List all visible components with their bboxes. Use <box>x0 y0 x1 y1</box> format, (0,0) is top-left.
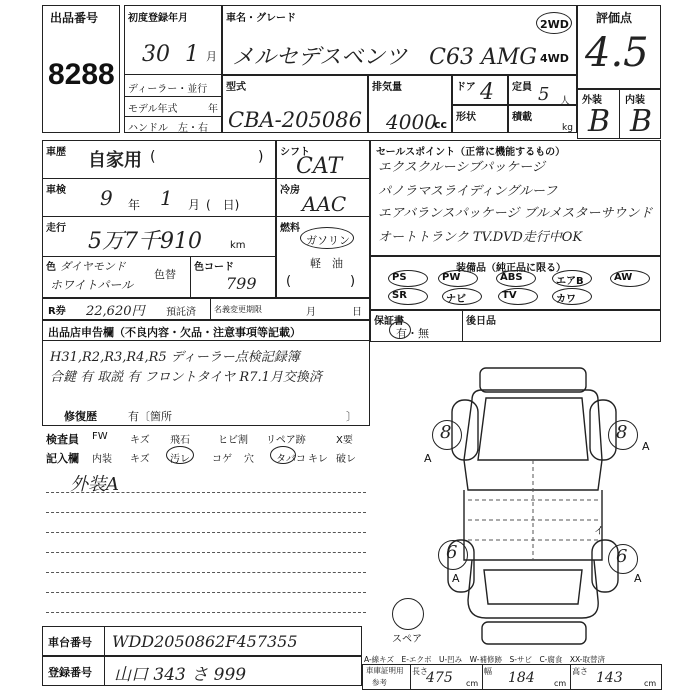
note-rule <box>46 612 366 613</box>
inspector-cell: キズ <box>130 435 150 446</box>
equipment-item: カワ <box>556 294 576 305</box>
model-type-label: 型式 <box>226 82 246 93</box>
recycle-day: 日 <box>352 307 362 318</box>
inspection-m: 月 <box>188 198 201 212</box>
entry-cell: タバコ <box>276 454 306 465</box>
spare-circle <box>392 598 424 630</box>
lot-label: 出品番号 <box>50 11 99 25</box>
displacement-unit: cc <box>434 118 448 131</box>
equipment-item: PS <box>392 272 407 283</box>
capacity-value: 5 <box>538 84 550 105</box>
color-label: 色 <box>46 262 56 273</box>
history-value: 自家用 <box>88 150 142 171</box>
recycle-value: 22,620円 <box>86 304 145 319</box>
damage-mark-rl: 6 <box>446 542 458 563</box>
fuel-paren-close: ) <box>350 274 356 289</box>
shift-label: シフト <box>280 147 310 158</box>
color-value-2: ホワイトパール <box>50 278 134 292</box>
note-rule <box>46 572 366 573</box>
recycle-name-change: 名義変更期限 <box>214 305 262 314</box>
interior-value: B <box>630 104 653 139</box>
entry-cell: キズ <box>130 454 150 465</box>
history-paren-close: ) <box>258 149 264 165</box>
damage-mark-rl-type: A <box>452 572 460 585</box>
report-line-1: H31,R2,R3,R4,R5 ディーラー点検記録簿 <box>50 350 300 365</box>
damage-mark-fl: 8 <box>440 422 452 443</box>
inspector-cell: X要 <box>336 435 353 446</box>
model-year-label: モデル年式 <box>128 104 178 115</box>
interior-label: 内装 <box>625 95 645 106</box>
payload-label: 積載 <box>512 112 532 123</box>
inspection-paren: ( 日) <box>206 198 240 212</box>
car-diagram <box>412 360 660 650</box>
fuel-gasoline: ガソリン <box>306 234 350 247</box>
equipment-item: PW <box>442 272 461 283</box>
after-market-label: 後日品 <box>466 316 496 327</box>
recycle-deposit: 預託済 <box>166 307 196 318</box>
entry-cell: 穴 <box>244 454 254 465</box>
color-code-label: 色コード <box>194 262 234 273</box>
grade-label: 評価点 <box>596 11 633 25</box>
report-line-2: 合鍵 有 取説 有 フロントタイヤ R7.1月交換済 <box>50 370 322 385</box>
first-reg-label: 初度登録年月 <box>128 13 188 24</box>
capacity-unit: 人 <box>560 96 570 107</box>
repair-close: 〕 <box>346 410 357 423</box>
displacement-value: 4000 <box>386 110 437 134</box>
mileage-value: 5万7千910 <box>88 229 202 254</box>
equipment-item: エアB <box>556 276 584 287</box>
equipment-item: ナビ <box>446 294 466 305</box>
car-name-value: メルセデスベンツ C63 AMG <box>232 45 537 70</box>
cert-width-unit: cm <box>554 679 567 688</box>
shift-value: CAT <box>296 154 343 179</box>
lot-number: 8288 <box>48 58 115 91</box>
sales-label: セールスポイント（正常に機能するもの） <box>376 147 566 158</box>
spare-label: スペア <box>392 634 422 645</box>
color-code-value: 799 <box>226 274 257 293</box>
entry-cell: コゲ <box>212 454 232 465</box>
warranty-circle <box>389 321 411 339</box>
warranty-label: 保証書 <box>374 316 404 327</box>
cert-sub: 参考 <box>372 678 387 687</box>
model-year-suffix: 年 <box>208 104 218 115</box>
damage-mark-side: イ <box>594 526 604 537</box>
legend-text: A-線キズ E-エクボ U-凹み W-補修跡 S-サビ C-腐食 XX-取替済 <box>364 655 605 664</box>
registration-label: 登録番号 <box>48 666 92 679</box>
sales-line: エクスクルーシブパッケージ <box>378 160 545 175</box>
inspector-cell: リペア跡 <box>266 435 306 446</box>
drive-2wd-circle <box>536 12 572 34</box>
cert-label: 車庫証明用 <box>366 666 404 675</box>
history-label: 車歴 <box>46 147 66 158</box>
equipment-item: ABS <box>500 272 523 283</box>
equipment-item: SR <box>392 290 407 301</box>
doors-label: ドア <box>456 82 476 93</box>
chassis-label: 車台番号 <box>48 636 92 649</box>
inspection-year: 9 <box>100 186 113 210</box>
cert-height-label: 高さ <box>572 667 588 676</box>
first-reg-year: 30 <box>142 42 170 67</box>
recycle-label: R券 <box>48 306 66 317</box>
cert-length-unit: cm <box>466 679 479 688</box>
mileage-label: 走行 <box>46 223 66 234</box>
damage-mark-fr-type: A <box>642 440 650 453</box>
chassis-value: WDD2050862F457355 <box>112 632 298 651</box>
equipment-item: TV <box>502 290 517 301</box>
fuel-paren-open: ( <box>286 274 292 289</box>
inspector-label: 検査員 <box>46 433 79 446</box>
damage-mark-rr: 6 <box>616 546 628 567</box>
history-paren-open: ( <box>150 149 156 165</box>
damage-mark-fl-type: A <box>424 452 432 465</box>
inspection-y: 年 <box>128 198 141 212</box>
drive-4wd: 4WD <box>540 52 569 65</box>
fuel-label: 燃料 <box>280 223 300 234</box>
first-reg-suffix: 月 <box>206 50 217 63</box>
inspector-cell: ヒビ割 <box>218 435 248 446</box>
warranty-value: 有・無 <box>396 327 429 340</box>
inspector-cell: FW <box>92 431 108 442</box>
grade-value: 4.5 <box>585 30 649 76</box>
entry-cell: 破レ <box>336 454 356 465</box>
entry-cell: 汚レ <box>170 454 190 465</box>
cert-width-label: 幅 <box>484 667 492 676</box>
repair-label: 修復歴 <box>64 410 97 423</box>
shape-label: 形状 <box>456 112 476 123</box>
cooling-value: AAC <box>302 192 347 216</box>
fuel-diesel: 軽 油 <box>310 257 343 270</box>
inspector-cell: 飛石 <box>170 435 190 446</box>
equipment-item: AW <box>614 272 633 283</box>
cert-height: 143 <box>596 670 623 686</box>
exterior-label: 外装 <box>582 95 602 106</box>
registration-value: 山口 343 さ 999 <box>114 665 247 685</box>
exterior-value: B <box>588 104 611 139</box>
inspection-month: 1 <box>160 186 173 210</box>
note-rule <box>46 532 366 533</box>
fuel-gasoline-circle <box>300 227 354 249</box>
capacity-label: 定員 <box>512 82 532 93</box>
displacement-label: 排気量 <box>372 82 402 93</box>
note-rule <box>46 552 366 553</box>
entry-cell: キレ <box>308 454 328 465</box>
inspection-label: 車検 <box>46 185 66 196</box>
dealer-label: ディーラー・並行 <box>128 84 208 95</box>
first-reg-month: 1 <box>185 42 199 67</box>
mileage-unit: km <box>230 240 246 251</box>
handle-label: ハンドル 左・右 <box>128 123 208 134</box>
cooling-label: 冷房 <box>280 185 300 196</box>
note-rule <box>46 592 366 593</box>
repair-value: 有〔箇所 <box>128 410 172 423</box>
doors-value: 4 <box>480 80 494 105</box>
sales-line: エアバランスパッケージ ブルメスターサウンド <box>378 206 653 221</box>
cert-length: 475 <box>426 670 453 686</box>
model-type-value: CBA-205086 <box>228 108 362 132</box>
recycle-month: 月 <box>306 307 316 318</box>
color-value-1: ダイヤモンド <box>60 260 126 273</box>
equip-label: 装備品（純正品に限る） <box>456 263 566 274</box>
payload-unit: kg <box>562 123 573 133</box>
damage-mark-fr: 8 <box>616 422 628 443</box>
report-label: 出品店申告欄（不良内容・欠品・注意事項等記載） <box>48 326 301 339</box>
sales-line: パノラマスライディングルーフ <box>378 184 558 199</box>
entry-cell: 内装 <box>92 454 112 465</box>
damage-mark-rr-type: A <box>634 572 642 585</box>
note-rule <box>46 512 366 513</box>
sales-line: オートトランク TV.DVD走行中OK <box>378 230 583 245</box>
cert-height-unit: cm <box>644 679 657 688</box>
entry-label: 記入欄 <box>46 452 79 465</box>
note-rule <box>46 492 366 493</box>
cert-length-label: 長さ <box>412 667 428 676</box>
color-change: 色替 <box>154 268 176 281</box>
drive-2wd: 2WD <box>540 18 569 31</box>
notes-line-1: 外装A <box>70 474 119 495</box>
car-name-label: 車名・グレード <box>226 13 296 24</box>
cert-width: 184 <box>508 670 535 686</box>
